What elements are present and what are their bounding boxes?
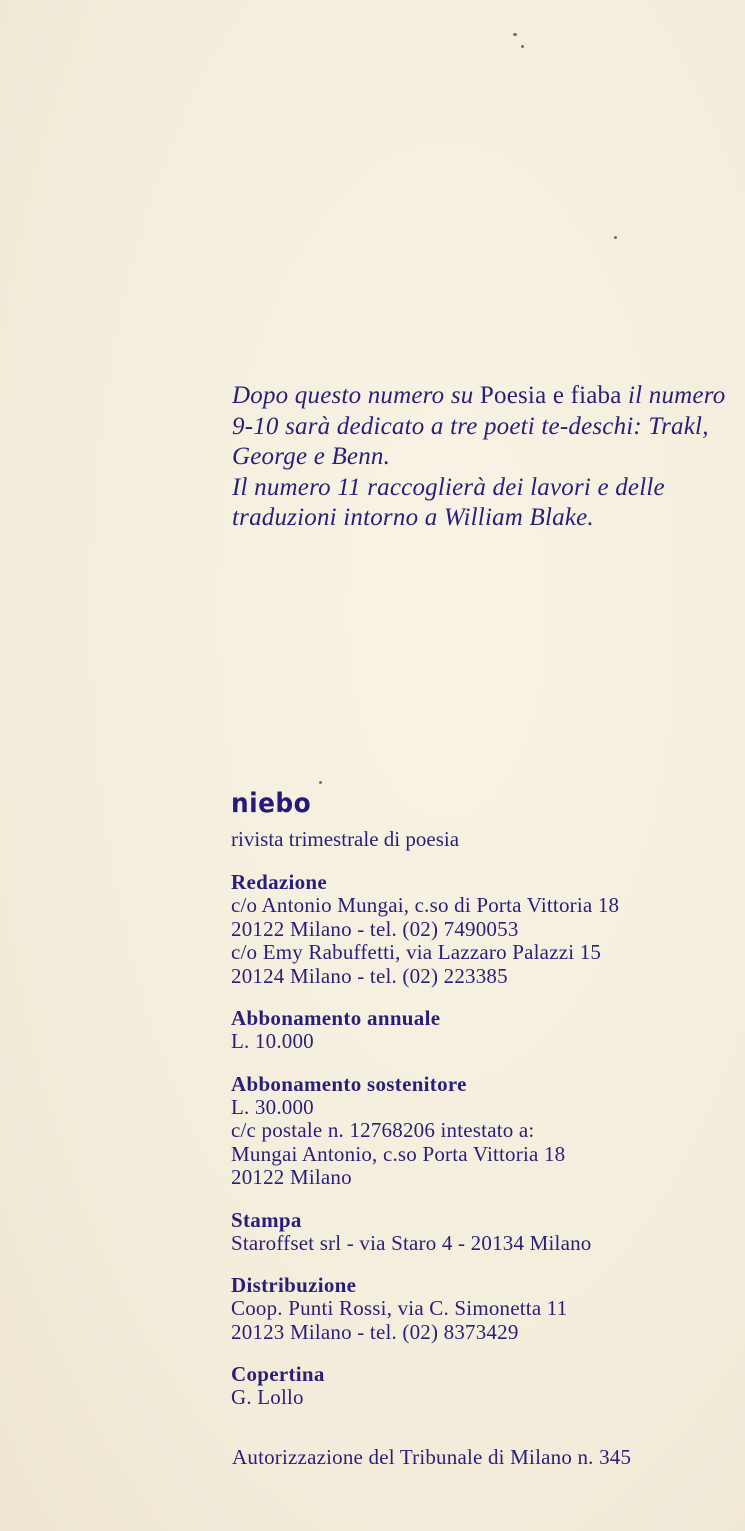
section-heading: Redazione: [231, 870, 328, 894]
section-line: 20122 Milano - tel. (02) 7490053: [231, 916, 519, 941]
announcement-paragraph-1: [232, 381, 737, 473]
section-line: Coop. Punti Rossi, via C. Simonetta 11: [231, 1296, 568, 1320]
paper-speck: [614, 236, 617, 239]
announcement-text: Dopo questo numero su: [232, 382, 480, 409]
section-abbonamento-sostenitore: [231, 1073, 736, 1190]
magazine-logo: niebo: [231, 788, 312, 819]
section-heading: Abbonamento sostenitore: [231, 1071, 467, 1096]
section-line: c/c postale n. 12768206 intestato a:: [231, 1118, 535, 1142]
section-line: L. 10.000: [231, 1029, 314, 1053]
section-line: Staroffset srl - via Staro 4 - 20134 Milano: [231, 1230, 592, 1255]
section-distribuzione: [231, 1274, 736, 1344]
announcement-issue-title: Poesia e fiaba: [479, 382, 622, 409]
section-copertina: [231, 1363, 736, 1410]
section-line: L. 30.000: [231, 1094, 314, 1119]
colophon: [231, 788, 736, 1410]
section-line: G. Lollo: [231, 1385, 304, 1409]
section-heading: Copertina: [231, 1362, 325, 1386]
section-line: c/o Antonio Mungai, c.so di Porta Vittoria 18: [231, 893, 620, 917]
section-line: 20123 Milano - tel. (02) 8373429: [231, 1319, 519, 1344]
section-heading: Distribuzione: [231, 1273, 357, 1297]
section-line: 20122 Milano: [231, 1165, 352, 1189]
court-authorization: Autorizzazione del Tribunale di Milano n. 345: [232, 1445, 632, 1469]
section-heading: Abbonamento annuale: [231, 1006, 441, 1030]
section-heading: Stampa: [231, 1207, 302, 1232]
section-line: 20124 Milano - tel. (02) 223385: [231, 963, 508, 988]
announcement: [232, 381, 737, 534]
section-line: Mungai Antonio, c.so Porta Vittoria 18: [231, 1141, 566, 1166]
magazine-tagline: rivista trimestrale di poesia: [231, 827, 460, 851]
section-stampa: [231, 1209, 736, 1256]
paper-speck: [521, 45, 524, 48]
paper-speck: [513, 33, 517, 36]
announcement-paragraph-2: Il numero 11 raccoglierà dei lavori e delle traduzioni intorno a William Blake.: [232, 473, 665, 531]
section-redazione: [231, 871, 736, 988]
paper-speck: [319, 781, 322, 784]
announcement-text: il numero 9-10 sarà dedicato a tre poeti te-deschi: Trakl, George e Benn.: [232, 382, 726, 470]
section-abbonamento-annuale: [231, 1007, 736, 1054]
section-line: c/o Emy Rabuffetti, via Lazzaro Palazzi 15: [231, 940, 602, 964]
